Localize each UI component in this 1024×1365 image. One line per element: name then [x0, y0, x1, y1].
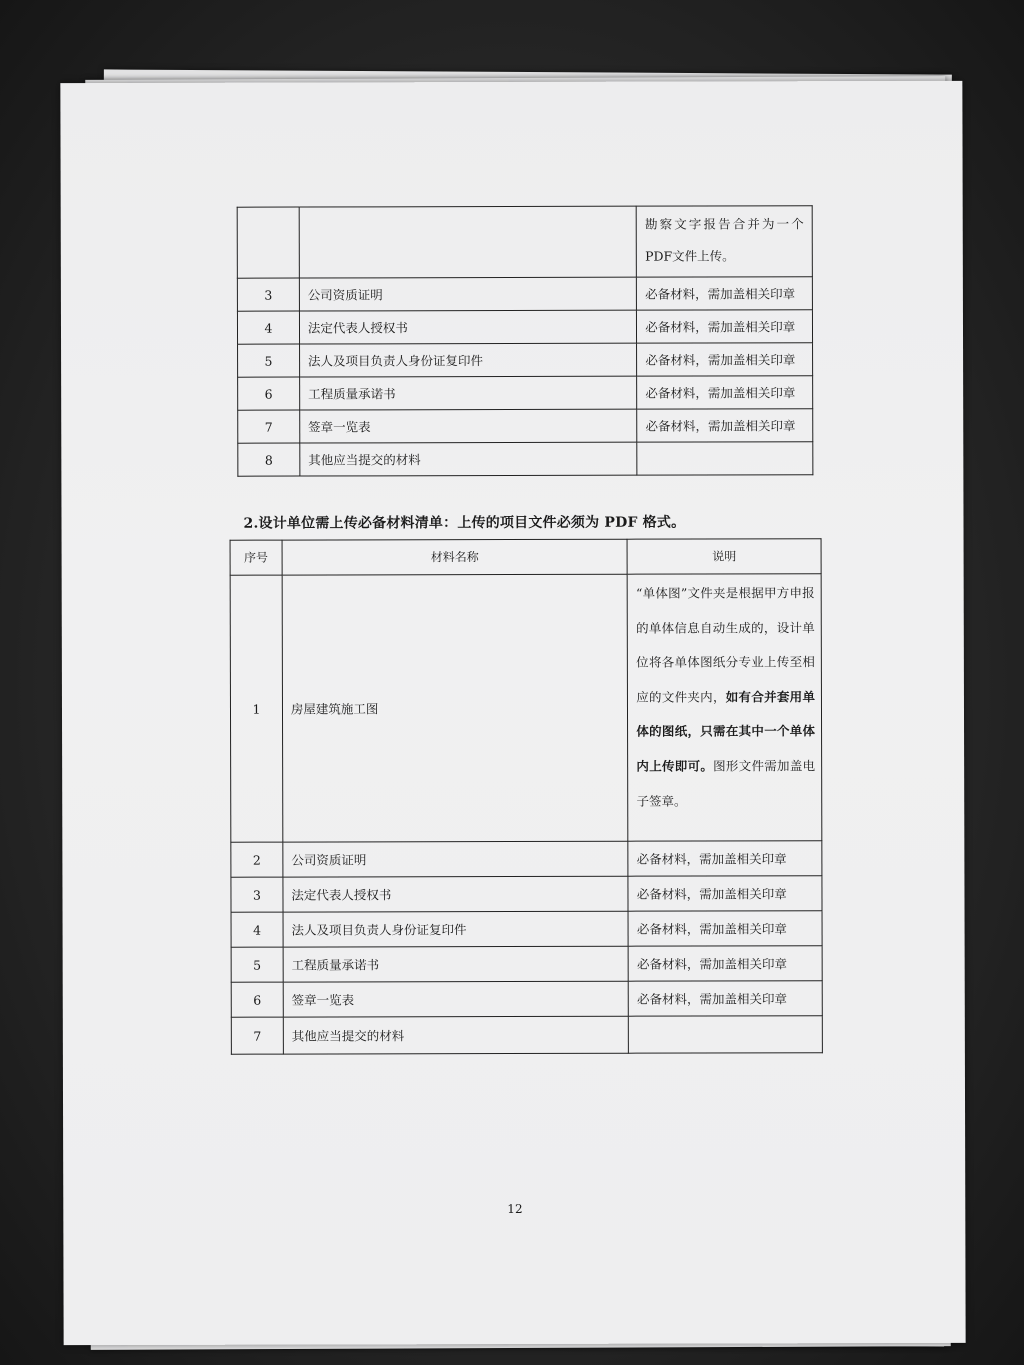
table-cell-name: 其他应当提交的材料	[283, 1016, 628, 1054]
table-cell-note: 必备材料，需加盖相关印章	[628, 876, 822, 912]
table-cell-note: 必备材料，需加盖相关印章	[628, 946, 822, 982]
table-cell-num: 5	[238, 344, 300, 377]
table-cell-name	[299, 206, 637, 278]
table-header-row	[230, 539, 821, 576]
table-row	[238, 343, 813, 378]
table-cell-num: 5	[231, 947, 283, 982]
table-cell-note: 必备材料，需加盖相关印章	[637, 409, 813, 442]
table-cell-name: 法定代表人授权书	[283, 876, 628, 912]
table-cell-note	[636, 206, 812, 277]
table-cell-name: 工程质量承诺书	[283, 946, 628, 982]
note-bold-text: 如有合并套用单体的图纸，只需在其中一个单体内上传即可。	[636, 688, 816, 774]
table-row	[238, 409, 813, 444]
table-row	[230, 574, 822, 843]
table-cell-num	[237, 207, 299, 278]
table-cell-name: 签章一览表	[300, 409, 637, 443]
table-row	[238, 376, 813, 411]
table-cell-num: 7	[231, 1017, 283, 1054]
table-cell-note: 必备材料，需加盖相关印章	[637, 376, 813, 409]
document-page	[60, 81, 965, 1345]
table-cell-note: 必备材料，需加盖相关印章	[637, 310, 813, 343]
table-cell-note	[637, 442, 813, 475]
header-note: 说明	[627, 539, 821, 575]
page-number: 12	[507, 1201, 523, 1217]
table-cell-name: 其他应当提交的材料	[300, 442, 637, 476]
table-row	[238, 442, 813, 477]
table-row	[231, 946, 822, 983]
materials-table-continued	[237, 205, 814, 477]
header-num: 序号	[230, 540, 282, 575]
table-row	[237, 277, 812, 312]
table-row	[231, 911, 822, 948]
table-cell-note: 必备材料，需加盖相关印章	[637, 343, 813, 376]
table-cell-num: 7	[238, 410, 300, 443]
table-cell-name: 工程质量承诺书	[300, 376, 637, 410]
table-cell-name: 法人及项目负责人身份证复印件	[299, 343, 636, 377]
table-cell-num: 1	[230, 575, 283, 842]
table-cell-name: 法定代表人授权书	[299, 310, 636, 344]
table-cell-note: 必备材料，需加盖相关印章	[628, 981, 822, 1017]
table-row	[231, 876, 822, 913]
table-row	[237, 310, 812, 345]
table-cell-name: 公司资质证明	[299, 277, 636, 311]
table-cell-note: 必备材料，需加盖相关印章	[628, 841, 822, 877]
table-cell-note	[629, 1016, 823, 1054]
table-cell-name: 公司资质证明	[283, 841, 628, 877]
table-cell-name: 法人及项目负责人身份证复印件	[283, 911, 628, 947]
continued-note: 勘察文字报告合并为一个PDF文件上传。	[644, 216, 804, 264]
table-cell-num: 4	[231, 912, 283, 947]
table-row	[237, 206, 812, 279]
note-text: 图形文件需加盖电子签章。	[636, 758, 816, 809]
section-heading: 2.设计单位需上传必备材料清单：上传的项目文件必须为 PDF 格式。	[243, 514, 686, 532]
table-cell-num: 2	[231, 842, 283, 877]
table-row	[231, 841, 822, 878]
table-cell-num: 3	[231, 877, 283, 912]
design-materials-table	[230, 538, 823, 1055]
table-cell-note: 必备材料，需加盖相关印章	[637, 277, 813, 310]
table-cell-num: 6	[231, 982, 283, 1017]
table-cell-num: 8	[238, 443, 300, 476]
table-cell-name: 房屋建筑施工图	[282, 574, 628, 842]
drawing-upload-note	[628, 574, 821, 841]
table-cell-note	[627, 574, 821, 842]
table-cell-name: 签章一览表	[283, 981, 628, 1017]
table-cell-note: 必备材料，需加盖相关印章	[628, 911, 822, 947]
table-cell-num: 4	[237, 311, 299, 344]
table-cell-num: 3	[237, 278, 299, 311]
table-row	[231, 981, 822, 1018]
note-text: “单体图”文件夹是根据甲方申报的单体信息自动生成的，设计单位将各单体图纸分专业上传至相应的文件夹内，	[635, 585, 815, 705]
table-row	[231, 1016, 822, 1055]
header-name: 材料名称	[282, 539, 627, 575]
table-cell-num: 6	[238, 377, 300, 410]
